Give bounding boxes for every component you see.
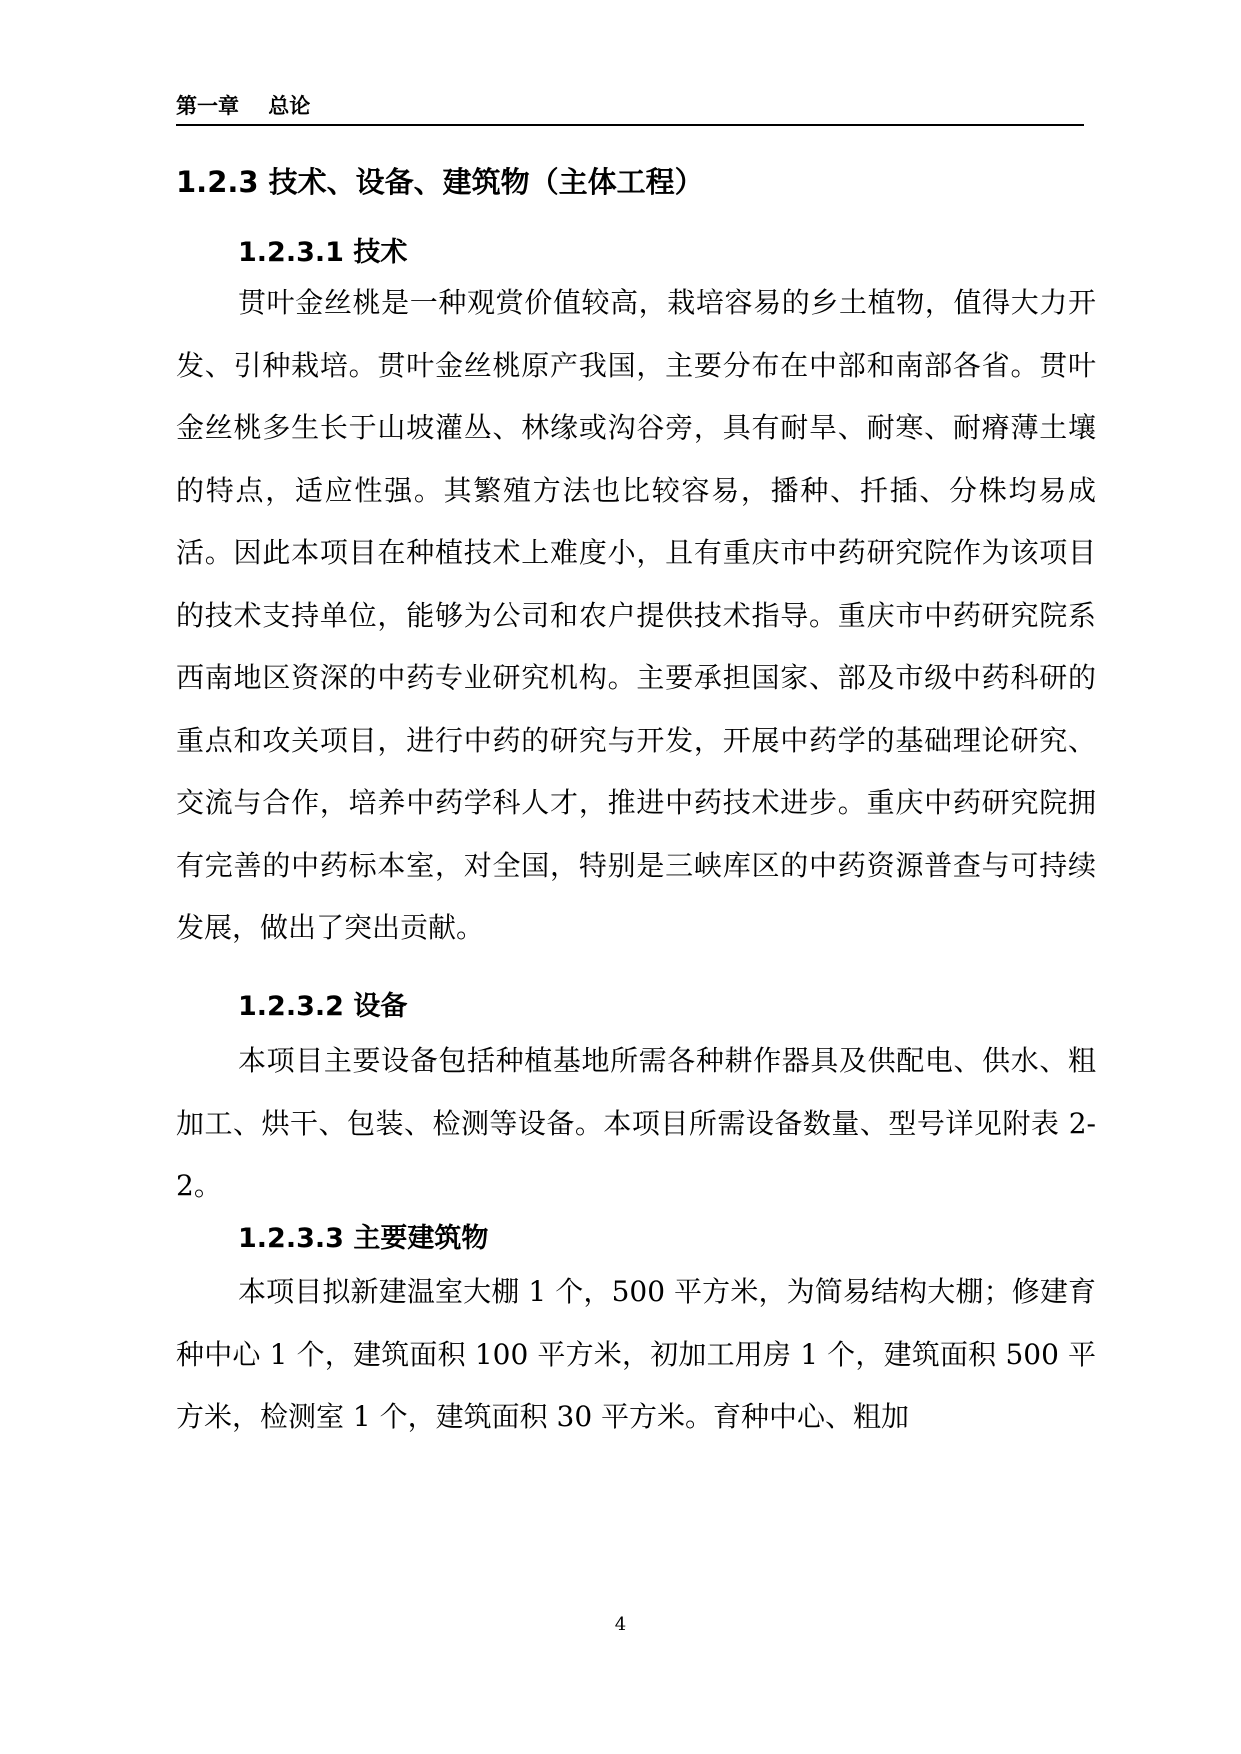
page-number: 4	[614, 1614, 627, 1635]
subsection-heading-buildings: 1.2.3.3 主要建筑物	[238, 1223, 489, 1254]
subsection-heading-equipment: 1.2.3.2 设备	[238, 991, 408, 1022]
section-heading: 1.2.3 技术、设备、建筑物（主体工程）	[176, 165, 704, 199]
paragraph-equipment: 本项目主要设备包括种植基地所需各种耕作器具及供配电、供水、粗加工、烘干、包装、检测等设备。本项目所需设备数量、型号详见附表 2-2。	[176, 1044, 1096, 1202]
page-header	[176, 88, 1084, 126]
chapter-title: 第一章 总论	[176, 94, 311, 118]
subsection-heading-technology: 1.2.3.1 技术	[238, 237, 408, 268]
paragraph-technology: 贯叶金丝桃是一种观赏价值较高，栽培容易的乡土植物，值得大力开发、引种栽培。贯叶金丝桃原产我国，主要分布在中部和南部各省。贯叶金丝桃多生长于山坡灌丛、林缘或沟谷旁，具有耐旱、耐寒、耐瘠薄土壤的特点，适应性强。其繁殖方法也比较容易，播种、扦插、分株均易成活。因此本项目在种植技术上难度小，且有重庆市中药研究院作为该项目的技术支持单位，能够为公司和农户提供技术指导。重庆市中药研究院系西南地区资深的中药专业研究机构。主要承担国家、部及市级中药科研的重点和攻关项目，进行中药的研究与开发，开展中药学的基础理论研究、交流与合作，培养中药学科人才，推进中药技术进步。重庆中药研究院拥有完善的中药标本室，对全国，特别是三峡库区的中药资源普查与可持续发展，做出了突出贡献。	[176, 286, 1096, 944]
paragraph-buildings: 本项目拟新建温室大棚 1 个，500 平方米，为简易结构大棚；修建育种中心 1 个，建筑面积 100 平方米，初加工用房 1 个，建筑面积 500 平方米，检测室 1 个，建筑面积 30 平方米。育种中心、粗加	[176, 1275, 1096, 1433]
